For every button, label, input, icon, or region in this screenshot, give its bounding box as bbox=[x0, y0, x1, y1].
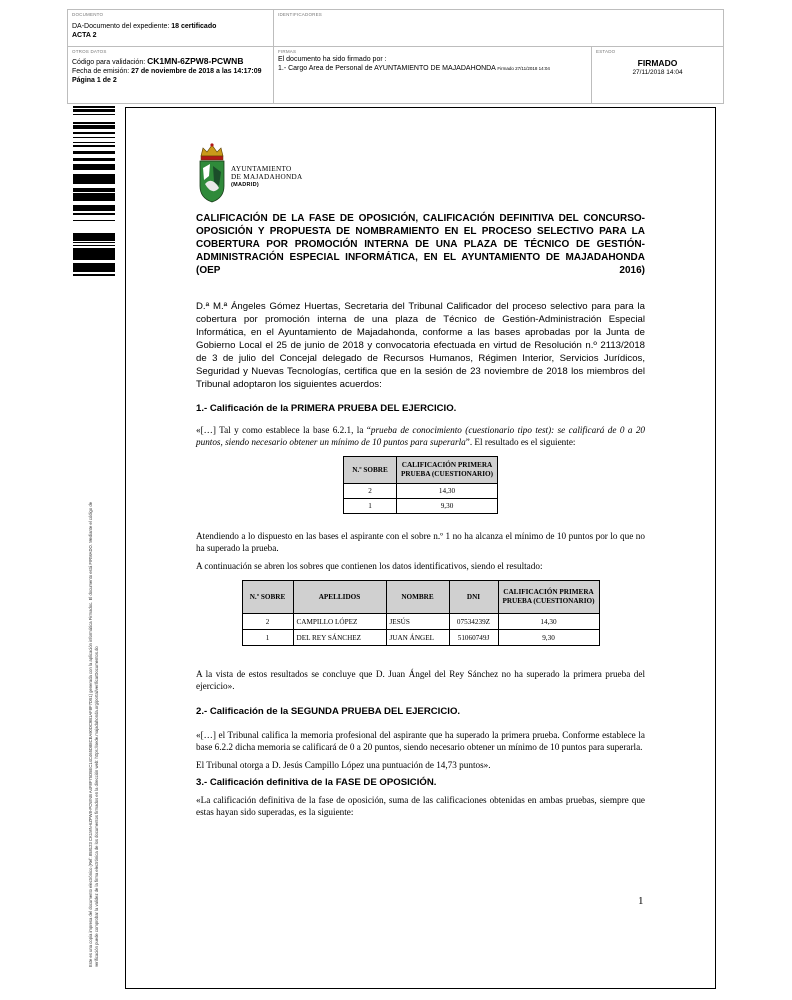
section-1-heading: 1.- Calificación de la PRIMERA PRUEBA DEL EJERCICIO. bbox=[196, 403, 457, 414]
results-table-1 bbox=[343, 456, 498, 514]
fecha-emision: Fecha de emisión: 27 de noviembre de 2018 a las 14:17:09 bbox=[72, 68, 262, 75]
section-1-paragraph: «[…] Tal y como establece la base 6.2.1, la “prueba de conocimiento (cuestionario tipo test): se calificará de 0 a 20 puntos, siendo necesario obtener un mínimo de 10 puntos para superarla”. El resultado es el siguiente: bbox=[196, 425, 646, 447]
table1-header-sobre: N.º SOBRE bbox=[344, 457, 397, 484]
coat-of-arms-icon bbox=[197, 142, 227, 204]
codigo-validacion: Código para validación: CK1MN-6ZPW8-PCWNB bbox=[72, 56, 244, 66]
documento-cell bbox=[68, 10, 274, 47]
fecha-value: 27 de noviembre de 2018 a las 14:17:09 bbox=[131, 68, 262, 75]
logo-line3: (MADRID) bbox=[231, 182, 260, 188]
verification-note-line1: Este es una copia impresa del documento electrónico (Ref: 858123 CK1MN-6ZPW8-PCWNB A4F8F75D5EC14C465D88CEA90DC9B1AF8F7D51) generada con la aplicación informática Firmadoc. El documento está FIRMADO. Mediante el código de bbox=[88, 501, 93, 967]
table2-header-sobre: N.º SOBRE bbox=[242, 581, 293, 614]
section-3-paragraph: «La calificación definitiva de la fase de oposición, suma de las calificaciones obtenidas en ambas pruebas, siempre que estas hayan sido superadas, es la siguiente: bbox=[196, 795, 645, 817]
intro-paragraph: D.ª M.ª Ángeles Gómez Huertas, Secretaria del Tribunal Calificador del proceso selectivo para para la cobertura por promoción interna de una plaza de Técnico de Gestión-Administración Especial Informática, en el Ayuntamiento de Majadahonda, conforme a las bases aprobadas por la Junta de Gobierno Local el 25 de junio de 2018 y convocatoria efectuada en virtud de Resolución n.º 2113/2018 de 3 de julio del Concejal delegado de Recursos Humanos, Régimen Interior, Servicios Jurídicos, Seguridad y Nuevas Tecnologías, certifica que en la sesión de 23 noviembre de 2018 los miembros del Tribunal adoptaron los siguientes acuerdos: bbox=[196, 301, 645, 390]
section-3-heading: 3.- Calificación definitiva de la FASE DE OPOSICIÓN. bbox=[196, 777, 437, 788]
estado-cell bbox=[592, 47, 723, 103]
table-row: 1 9,30 bbox=[344, 499, 498, 514]
page-number: 1 bbox=[638, 895, 644, 907]
estado-label: ESTADO bbox=[596, 49, 616, 54]
municipality-logo-text bbox=[231, 165, 302, 189]
document-title: CALIFICACIÓN DE LA FASE DE OPOSICIÓN, CALIFICACIÓN DEFINITIVA DEL CONCURSO-OPOSICIÓN Y PROPUESTA DE NOMBRAMIENTO EN EL PROCESO SELECTIVO PARA LA COBERTURA POR PROMOCIÓN INTERNA DE UNA PLAZA DE TÉCNICO DE GESTIÓN-ADMINISTRACIÓN ESPECIAL INFORMÁTICA, EN EL AYUNTAMIENTO DE MAJADAHONDA (OEP 2016) bbox=[196, 213, 645, 276]
table-row: 1 DEL REY SÁNCHEZ JUAN ÁNGEL 51060749J 9,30 bbox=[242, 630, 599, 646]
paragraph-score-award: El Tribunal otorga a D. Jesús Campillo López una puntuación de 14,73 puntos». bbox=[196, 760, 491, 770]
identificadores-cell bbox=[274, 10, 723, 47]
otros-datos-cell bbox=[68, 47, 274, 103]
document-header-box bbox=[67, 9, 724, 104]
firmas-date-small: Firmado 27/11/2018 14:04 bbox=[497, 66, 550, 71]
table2-header-dni: DNI bbox=[449, 581, 498, 614]
document-body bbox=[196, 212, 645, 818]
logo-line1: AYUNTAMIENTO bbox=[231, 165, 292, 173]
section-2-paragraph: «[…] el Tribunal califica la memoria profesional del aspirante que ha superado la primera prueba. Conforme establece la base 6.2.2 dicha memoria se calificará de 0 a 20 puntos, siendo necesario obtener un mínimo de 10 puntos para superarla. bbox=[196, 730, 645, 752]
documento-value: 18 certificado bbox=[171, 23, 217, 30]
codigo-value[interactable]: CK1MN-6ZPW8-PCWNB bbox=[147, 56, 244, 66]
table2-header-nombre: NOMBRE bbox=[386, 581, 449, 614]
paragraph-conclusion: A la vista de estos resultados se concluye que D. Juan Ángel del Rey Sánchez no ha superado la primera prueba del ejercicio». bbox=[196, 669, 645, 691]
paragraph-min-score: Atendiendo a lo dispuesto en las bases el aspirante con el sobre n.º 1 no ha alcanza el mínimo de 10 puntos por lo que no ha superado la prueba. bbox=[196, 531, 645, 553]
logo-line2: DE MAJADAHONDA bbox=[231, 173, 303, 181]
documento-line: DA-Documento del expediente: 18 certificado bbox=[72, 23, 217, 30]
firmas-line1: El documento ha sido firmado por : bbox=[278, 56, 387, 63]
verification-note bbox=[88, 302, 100, 967]
documento-label: DOCUMENTO bbox=[72, 12, 104, 17]
table2-header-apellidos: APELLIDOS bbox=[293, 581, 386, 614]
barcode-image bbox=[73, 106, 115, 276]
table1-header-calificacion: CALIFICACIÓN PRIMERA PRUEBA (CUESTIONARIO) bbox=[397, 457, 498, 484]
paragraph-open-envelopes: A continuación se abren los sobres que contienen los datos identificativos, siendo el resultado: bbox=[196, 561, 543, 571]
verification-note-line2: verificación puede comprobar la validez de la firma electrónica de los documentos firmados en la dirección web: https://sede.majadahonda.org/portal/verificarDocumentos.do bbox=[94, 646, 99, 967]
section-2-heading: 2.- Calificación de la SEGUNDA PRUEBA DEL EJERCICIO. bbox=[196, 706, 461, 717]
identificadores-label: IDENTIFICADORES bbox=[278, 12, 323, 17]
estado-value: FIRMADO bbox=[637, 58, 678, 68]
firmas-line2: 1.- Cargo Area de Personal de AYUNTAMIENTO DE MAJADAHONDA Firmado 27/11/2018 14:04 bbox=[278, 65, 550, 72]
firmas-cell bbox=[274, 47, 592, 103]
acta-label: ACTA 2 bbox=[72, 32, 97, 39]
pagina-info: Página 1 de 2 bbox=[72, 77, 117, 84]
firmas-label: FIRMAS bbox=[278, 49, 297, 54]
otros-datos-label: OTROS DATOS bbox=[72, 49, 107, 54]
results-table-2 bbox=[242, 580, 600, 646]
estado-date: 27/11/2018 14:04 bbox=[632, 69, 683, 76]
table-row: 2 14,30 bbox=[344, 484, 498, 499]
table-row: 2 CAMPILLO LÓPEZ JESÚS 07534239Z 14,30 bbox=[242, 614, 599, 630]
table2-header-calificacion: CALIFICACIÓN PRIMERA PRUEBA (CUESTIONARIO) bbox=[498, 581, 599, 614]
